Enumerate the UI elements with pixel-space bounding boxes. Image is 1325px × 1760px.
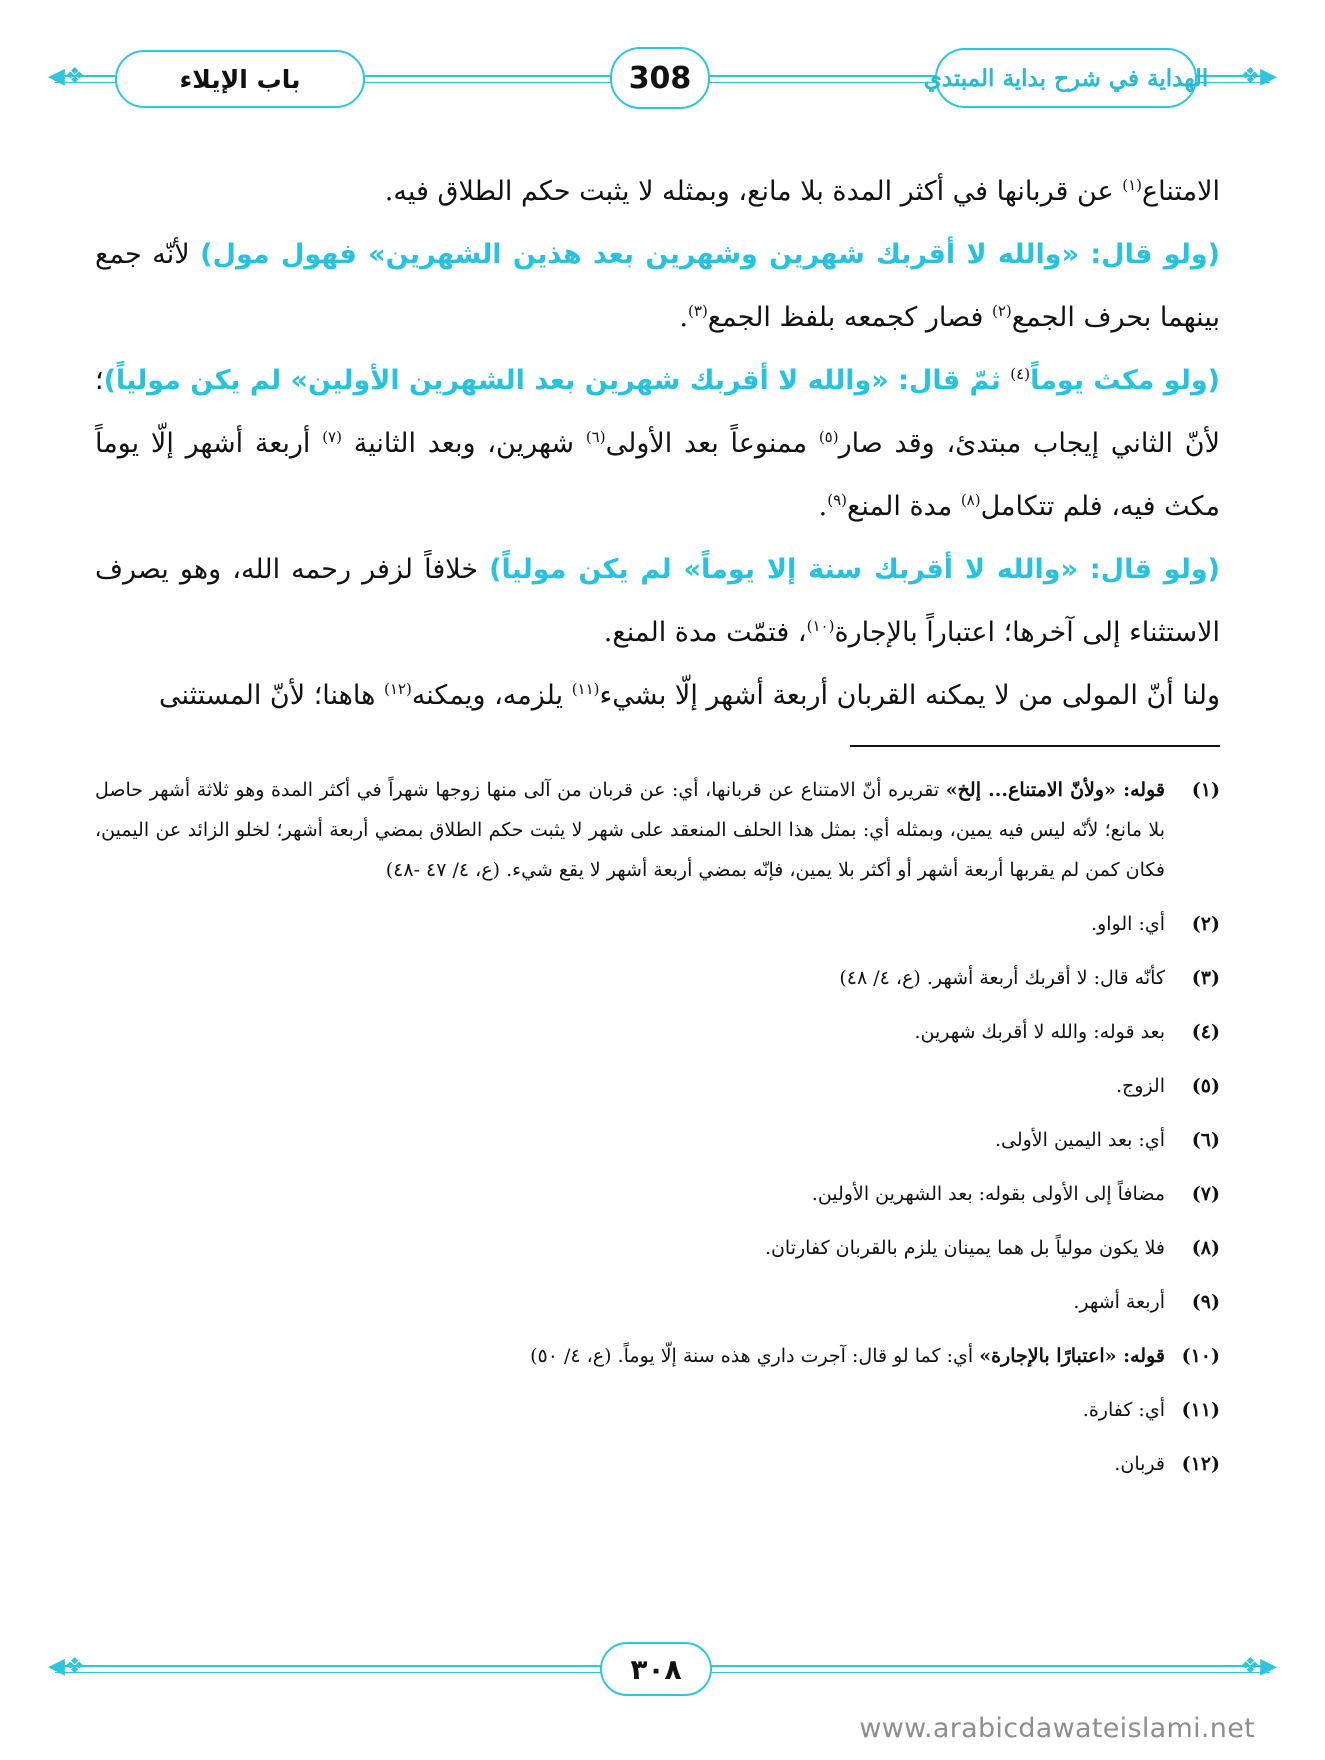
footnote-ref: (١) — [1122, 176, 1142, 194]
paragraph-2: (ولو قال: «والله لا أقربك شهرين وشهرين بعد هذين الشهرين» فهول مول) لأنّه جمع بينهما بحرف الجمع$^{(٢)}$ فصار كجمعه بلفظ الجمع$^{(٣)}$. — [95, 239, 1220, 333]
paragraph-5: ولنا أنّ المولى من لا يمكنه القربان أربعة أشهر إلّا بشيء$^{(١١)}$ يلزمه، ويمكنه$^{(١٢)}$ هاهنا؛ لأنّ المستثنى — [158, 680, 1220, 711]
footer-ornament-right: ❖▶ — [1240, 1654, 1277, 1679]
footnote-ref: (٢) — [991, 302, 1012, 320]
page-number: 308 — [628, 60, 692, 96]
watermark: www.arabicdawateislami.net — [859, 1713, 1255, 1744]
footnote-item: (٥) الزوج. — [95, 1066, 1220, 1106]
footnotes — [95, 770, 1220, 1484]
footnote-ref: (١٠) — [806, 617, 835, 635]
header-ornament-left: ◀❖ — [48, 64, 85, 89]
matn-highlight: (ولو قال: «والله لا أقربك سنة إلا يوماً» لم يكن مولياً) — [489, 554, 1220, 585]
chapter-title-pill — [115, 50, 365, 108]
footer-ornament-left: ◀❖ — [48, 1654, 85, 1679]
page-number-pill — [610, 47, 710, 109]
footnote-item: (٣) كأنّه قال: لا أقربك أربعة أشهر. (ع، ٤/ ٤٨) — [95, 958, 1220, 998]
footnote-item: (١) قوله: «ولأنّ الامتناع... إلخ» تقريره أنّ الامتناع عن قربانها، أي: عن قربان من آلى منها زوجها شهراً في أكثر المدة وهو ثلاثة أشهر حاصل بلا مانع؛ لأنّه ليس فيه يمين، وبمثله أي: بمثل هذا الحلف المنعقد على شهر لا يثبت حكم الطلاق بمضي أربعة أشهر؛ لخلو الزائد عن اليمين، فكان كمن لم يقربها أربعة أشهر أو أكثر بلا يمين، فإنّه بمضي أربعة أشهر لا يقع شيء. (ع، ٤/ ٤٧ -٤٨) — [95, 770, 1220, 890]
footnote-ref: (٨) — [960, 491, 981, 509]
footnote-ref: (٦) — [585, 428, 606, 446]
footnote-number: (٧) — [1191, 1183, 1220, 1205]
footnote-number: (٨) — [1191, 1237, 1220, 1259]
footnote-item: (١٠) قوله: «اعتبارًا بالإجارة» أي: كما لو قال: آجرت داري هذه سنة إلّا يوماً. (ع، ٤/ ٥٠) — [95, 1336, 1220, 1376]
matn-highlight: (ولو مكث يوماً — [1030, 365, 1220, 396]
footnote-number: (١) — [1191, 779, 1220, 801]
footnote-ref: (٩) — [827, 491, 847, 509]
footnote-separator — [850, 745, 1220, 747]
footnote-number: (٩) — [1191, 1291, 1220, 1313]
footnote-number: (١٢) — [1181, 1453, 1220, 1475]
footnote-number: (٥) — [1191, 1075, 1220, 1097]
footnote-number: (٦) — [1191, 1129, 1220, 1151]
footnote-number: (٣) — [1191, 967, 1220, 989]
matn-highlight: (ولو قال: «والله لا أقربك شهرين وشهرين بعد هذين الشهرين» فهول مول) — [200, 239, 1220, 270]
footnote-number: (١٠) — [1181, 1345, 1220, 1367]
footnote-ref: (٣) — [688, 302, 708, 320]
footnote-ref: (١١) — [571, 680, 600, 698]
footnote-ref: (١٢) — [383, 680, 412, 698]
footer-page-number: ٣٠٨ — [630, 1652, 682, 1686]
footnote-number: (٤) — [1191, 1021, 1220, 1043]
footnote-item: (١١) أي: كفارة. — [95, 1390, 1220, 1430]
footnote-ref: (٧) — [322, 428, 342, 446]
footnote-number: (١١) — [1181, 1399, 1220, 1421]
footnote-item: (١٢) قربان. — [95, 1444, 1220, 1484]
footnote-item: (٧) مضافاً إلى الأولى بقوله: بعد الشهرين الأولين. — [95, 1174, 1220, 1214]
footnote-ref: (٤) — [1010, 365, 1031, 383]
book-title-pill — [923, 48, 1209, 108]
matn-highlight: ثمّ قال: «والله لا أقربك شهرين بعد الشهرين الأولين» لم يكن مولياً) — [103, 365, 1011, 396]
footer-page-pill — [600, 1642, 712, 1696]
footnote-item: (٤) بعد قوله: والله لا أقربك شهرين. — [95, 1012, 1220, 1052]
book-title: الهداية في شرح بداية المبتدي — [923, 64, 1209, 92]
footnote-number: (٢) — [1191, 913, 1220, 935]
header-ornament-right: ❖▶ — [1240, 64, 1277, 89]
footnote-item: (٢) أي: الواو. — [95, 904, 1220, 944]
paragraph-4: (ولو قال: «والله لا أقربك سنة إلا يوماً» لم يكن مولياً) خلافاً لزفر رحمه الله، وهو يصرف الاستثناء إلى آخرها؛ اعتباراً بالإجارة$^{(١٠)}$، فتمّت مدة المنع. — [95, 554, 1220, 648]
paragraph-3: (ولو مكث يوماً$^{(٤)}$ ثمّ قال: «والله لا أقربك شهرين بعد الشهرين الأولين» لم يكن مولياً)؛ لأنّ الثاني إيجاب مبتدئ، وقد صار$^{(٥)}$ ممنوعاً بعد الأولى$^{(٦)}$ شهرين، وبعد الثانية $^{(٧)}$ أربعة أشهر إلّا يوماً مكث فيه، فلم تتكامل$^{(٨)}$ مدة المنع$^{(٩)}$. — [95, 365, 1220, 522]
footnote-item: (٨) فلا يكون مولياً بل هما يمينان يلزم بالقربان كفارتان. — [95, 1228, 1220, 1268]
footnote-item: (٩) أربعة أشهر. — [95, 1282, 1220, 1322]
chapter-title: باب الإيلاء — [179, 64, 301, 94]
footnote-item: (٦) أي: بعد اليمين الأولى. — [95, 1120, 1220, 1160]
main-text — [95, 160, 1220, 727]
footnote-ref: (٥) — [818, 428, 839, 446]
paragraph-1: الامتناع$^{(١)}$ عن قربانها في أكثر المدة بلا مانع، وبمثله لا يثبت حكم الطلاق فيه. — [384, 176, 1220, 207]
